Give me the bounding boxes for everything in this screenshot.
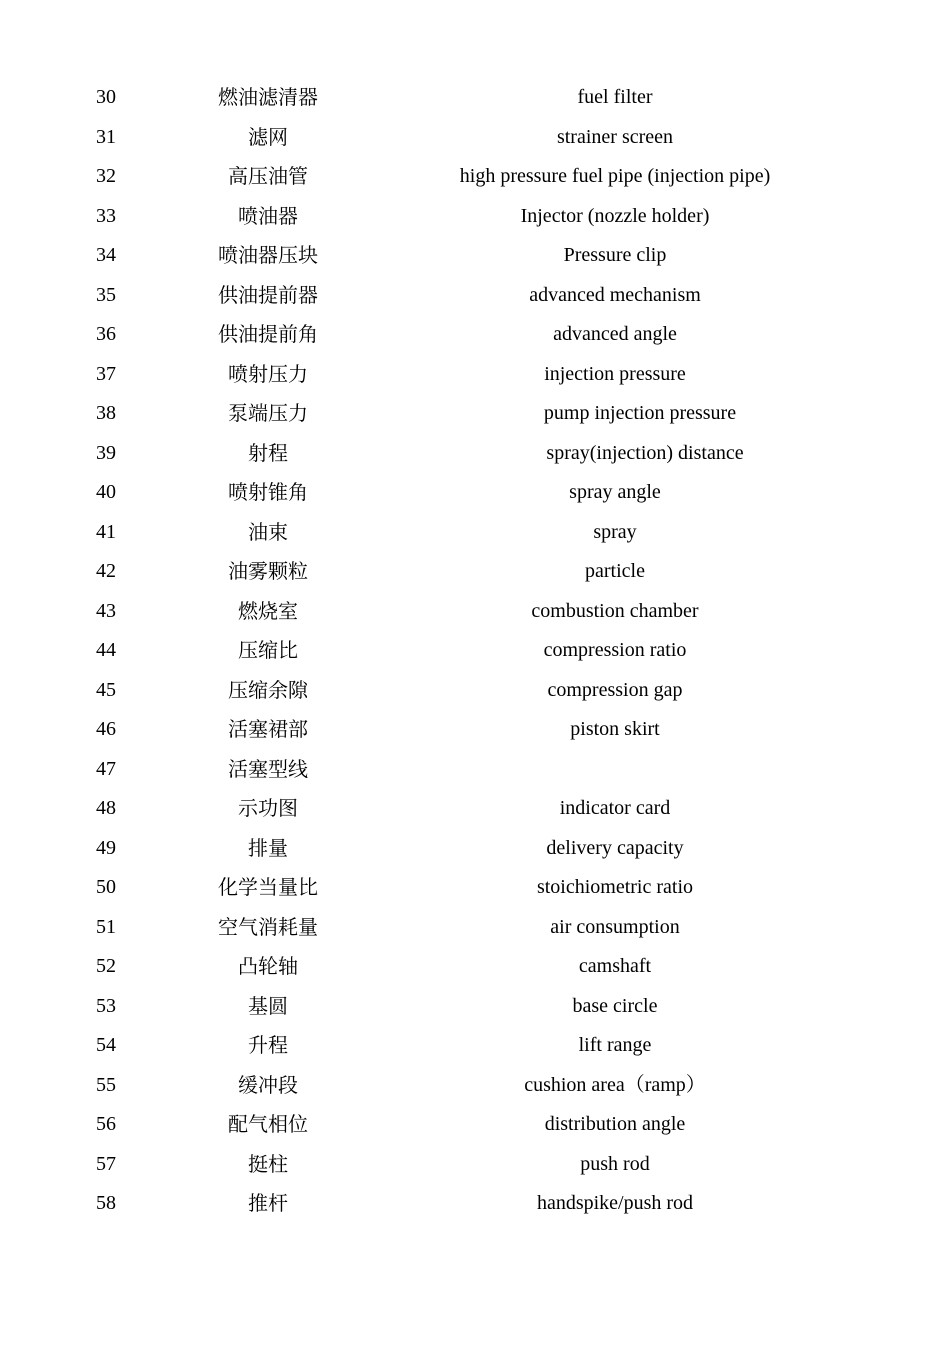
table-row <box>0 118 950 158</box>
table-row <box>0 908 950 948</box>
term-number: 54 <box>96 1034 116 1056</box>
chinese-term: 排量 <box>248 835 288 860</box>
chinese-term: 燃烧室 <box>238 598 298 623</box>
english-term: lift range <box>578 1034 652 1056</box>
chinese-term: 化学当量比 <box>218 875 318 899</box>
term-number: 47 <box>96 757 116 780</box>
chinese-term: 供油提前器 <box>218 282 318 307</box>
term-number: 40 <box>96 481 116 503</box>
table-row <box>0 947 950 987</box>
term-number: 56 <box>96 1113 116 1135</box>
chinese-term: 活塞裙部 <box>228 717 308 741</box>
table-row <box>0 1066 950 1106</box>
chinese-term: 射程 <box>248 440 288 465</box>
term-number: 45 <box>96 678 116 701</box>
chinese-term: 泵端压力 <box>228 401 308 425</box>
chinese-term: 喷射锥角 <box>228 480 308 504</box>
table-row <box>0 631 950 671</box>
term-number: 38 <box>96 402 116 424</box>
chinese-term: 燃油滤清器 <box>218 85 318 109</box>
table-row <box>0 157 950 197</box>
chinese-term: 喷油器 <box>238 203 298 228</box>
table-row <box>0 750 950 790</box>
chinese-term: 喷射压力 <box>228 361 308 386</box>
english-term: camshaft <box>578 955 652 977</box>
chinese-term: 喷油器压块 <box>218 243 318 267</box>
english-term: pump injection pressure <box>543 402 737 424</box>
english-term: high pressure fuel pipe (injection pipe) <box>459 165 771 187</box>
term-number: 37 <box>96 362 116 385</box>
table-row <box>0 789 950 829</box>
table-row <box>0 276 950 316</box>
chinese-term: 油束 <box>248 519 288 544</box>
table-row <box>0 394 950 434</box>
english-term: compression gap <box>547 678 683 701</box>
english-term: advanced angle <box>553 323 677 345</box>
english-term: cushion area（ramp） <box>524 1073 706 1096</box>
table-row <box>0 552 950 592</box>
english-term: handspike/push rod <box>536 1192 694 1214</box>
table-row <box>0 671 950 711</box>
chinese-term: 高压油管 <box>228 164 308 188</box>
term-number: 44 <box>96 639 116 661</box>
term-number: 36 <box>96 323 116 345</box>
table-row <box>0 710 950 750</box>
chinese-term: 空气消耗量 <box>218 914 318 939</box>
table-row <box>0 78 950 118</box>
term-number: 57 <box>96 1152 116 1175</box>
english-term: fuel filter <box>577 86 653 108</box>
english-term: Pressure clip <box>563 244 667 266</box>
term-number: 58 <box>96 1192 116 1214</box>
chinese-term: 活塞型线 <box>228 756 308 781</box>
table-row <box>0 592 950 632</box>
chinese-term: 压缩比 <box>238 638 298 662</box>
term-number: 31 <box>96 125 116 148</box>
english-term: piston skirt <box>570 718 660 740</box>
chinese-term: 升程 <box>248 1033 288 1057</box>
term-number: 50 <box>96 876 116 898</box>
table-row <box>0 1184 950 1224</box>
chinese-term: 基圆 <box>248 993 288 1018</box>
term-number: 46 <box>96 718 116 740</box>
term-number: 49 <box>96 836 116 859</box>
term-number: 55 <box>96 1073 116 1096</box>
english-term <box>415 750 815 790</box>
table-row <box>0 829 950 869</box>
table-row <box>0 513 950 553</box>
table-row <box>0 315 950 355</box>
english-term: push rod <box>580 1152 650 1175</box>
english-term: base circle <box>572 994 658 1017</box>
term-number: 39 <box>96 441 116 464</box>
english-term: strainer screen <box>556 125 674 148</box>
term-number: 51 <box>96 915 116 938</box>
english-term: stoichiometric ratio <box>536 876 694 898</box>
table-row <box>0 434 950 474</box>
english-term: spray <box>593 520 637 543</box>
chinese-term: 压缩余隙 <box>228 677 308 702</box>
table-row <box>0 868 950 908</box>
glossary-table <box>0 78 950 1224</box>
english-term: spray(injection) distance <box>546 441 744 464</box>
chinese-term: 油雾颗粒 <box>228 559 308 583</box>
term-number: 42 <box>96 560 116 582</box>
term-number: 48 <box>96 797 116 819</box>
term-number: 30 <box>96 86 116 108</box>
table-row <box>0 1105 950 1145</box>
term-number: 32 <box>96 165 116 187</box>
table-row <box>0 197 950 237</box>
english-term: indicator card <box>559 797 671 819</box>
english-term: Injector (nozzle holder) <box>520 204 710 227</box>
term-number: 35 <box>96 283 116 306</box>
term-number: 34 <box>96 244 116 266</box>
table-row <box>0 355 950 395</box>
chinese-term: 滤网 <box>248 124 288 149</box>
english-term: injection pressure <box>544 362 686 385</box>
table-row <box>0 1026 950 1066</box>
english-term: delivery capacity <box>546 836 684 859</box>
english-term: spray angle <box>569 481 661 503</box>
table-row <box>0 473 950 513</box>
chinese-term: 凸轮轴 <box>238 954 298 978</box>
english-term: particle <box>585 560 645 582</box>
chinese-term: 推杆 <box>248 1191 288 1215</box>
table-row <box>0 236 950 276</box>
chinese-term: 缓冲段 <box>238 1072 298 1097</box>
term-number: 41 <box>96 520 116 543</box>
english-term: advanced mechanism <box>529 283 701 306</box>
term-number: 43 <box>96 599 116 622</box>
chinese-term: 供油提前角 <box>218 322 318 346</box>
english-term: compression ratio <box>543 639 687 661</box>
english-term: distribution angle <box>544 1113 686 1135</box>
table-row <box>0 987 950 1027</box>
english-term: combustion chamber <box>531 599 699 622</box>
term-number: 53 <box>96 994 116 1017</box>
chinese-term: 挺柱 <box>248 1151 288 1176</box>
term-number: 33 <box>96 204 116 227</box>
table-row <box>0 1145 950 1185</box>
english-term: air consumption <box>550 915 680 938</box>
term-number: 52 <box>96 955 116 977</box>
chinese-term: 配气相位 <box>228 1112 308 1136</box>
chinese-term: 示功图 <box>238 796 298 820</box>
